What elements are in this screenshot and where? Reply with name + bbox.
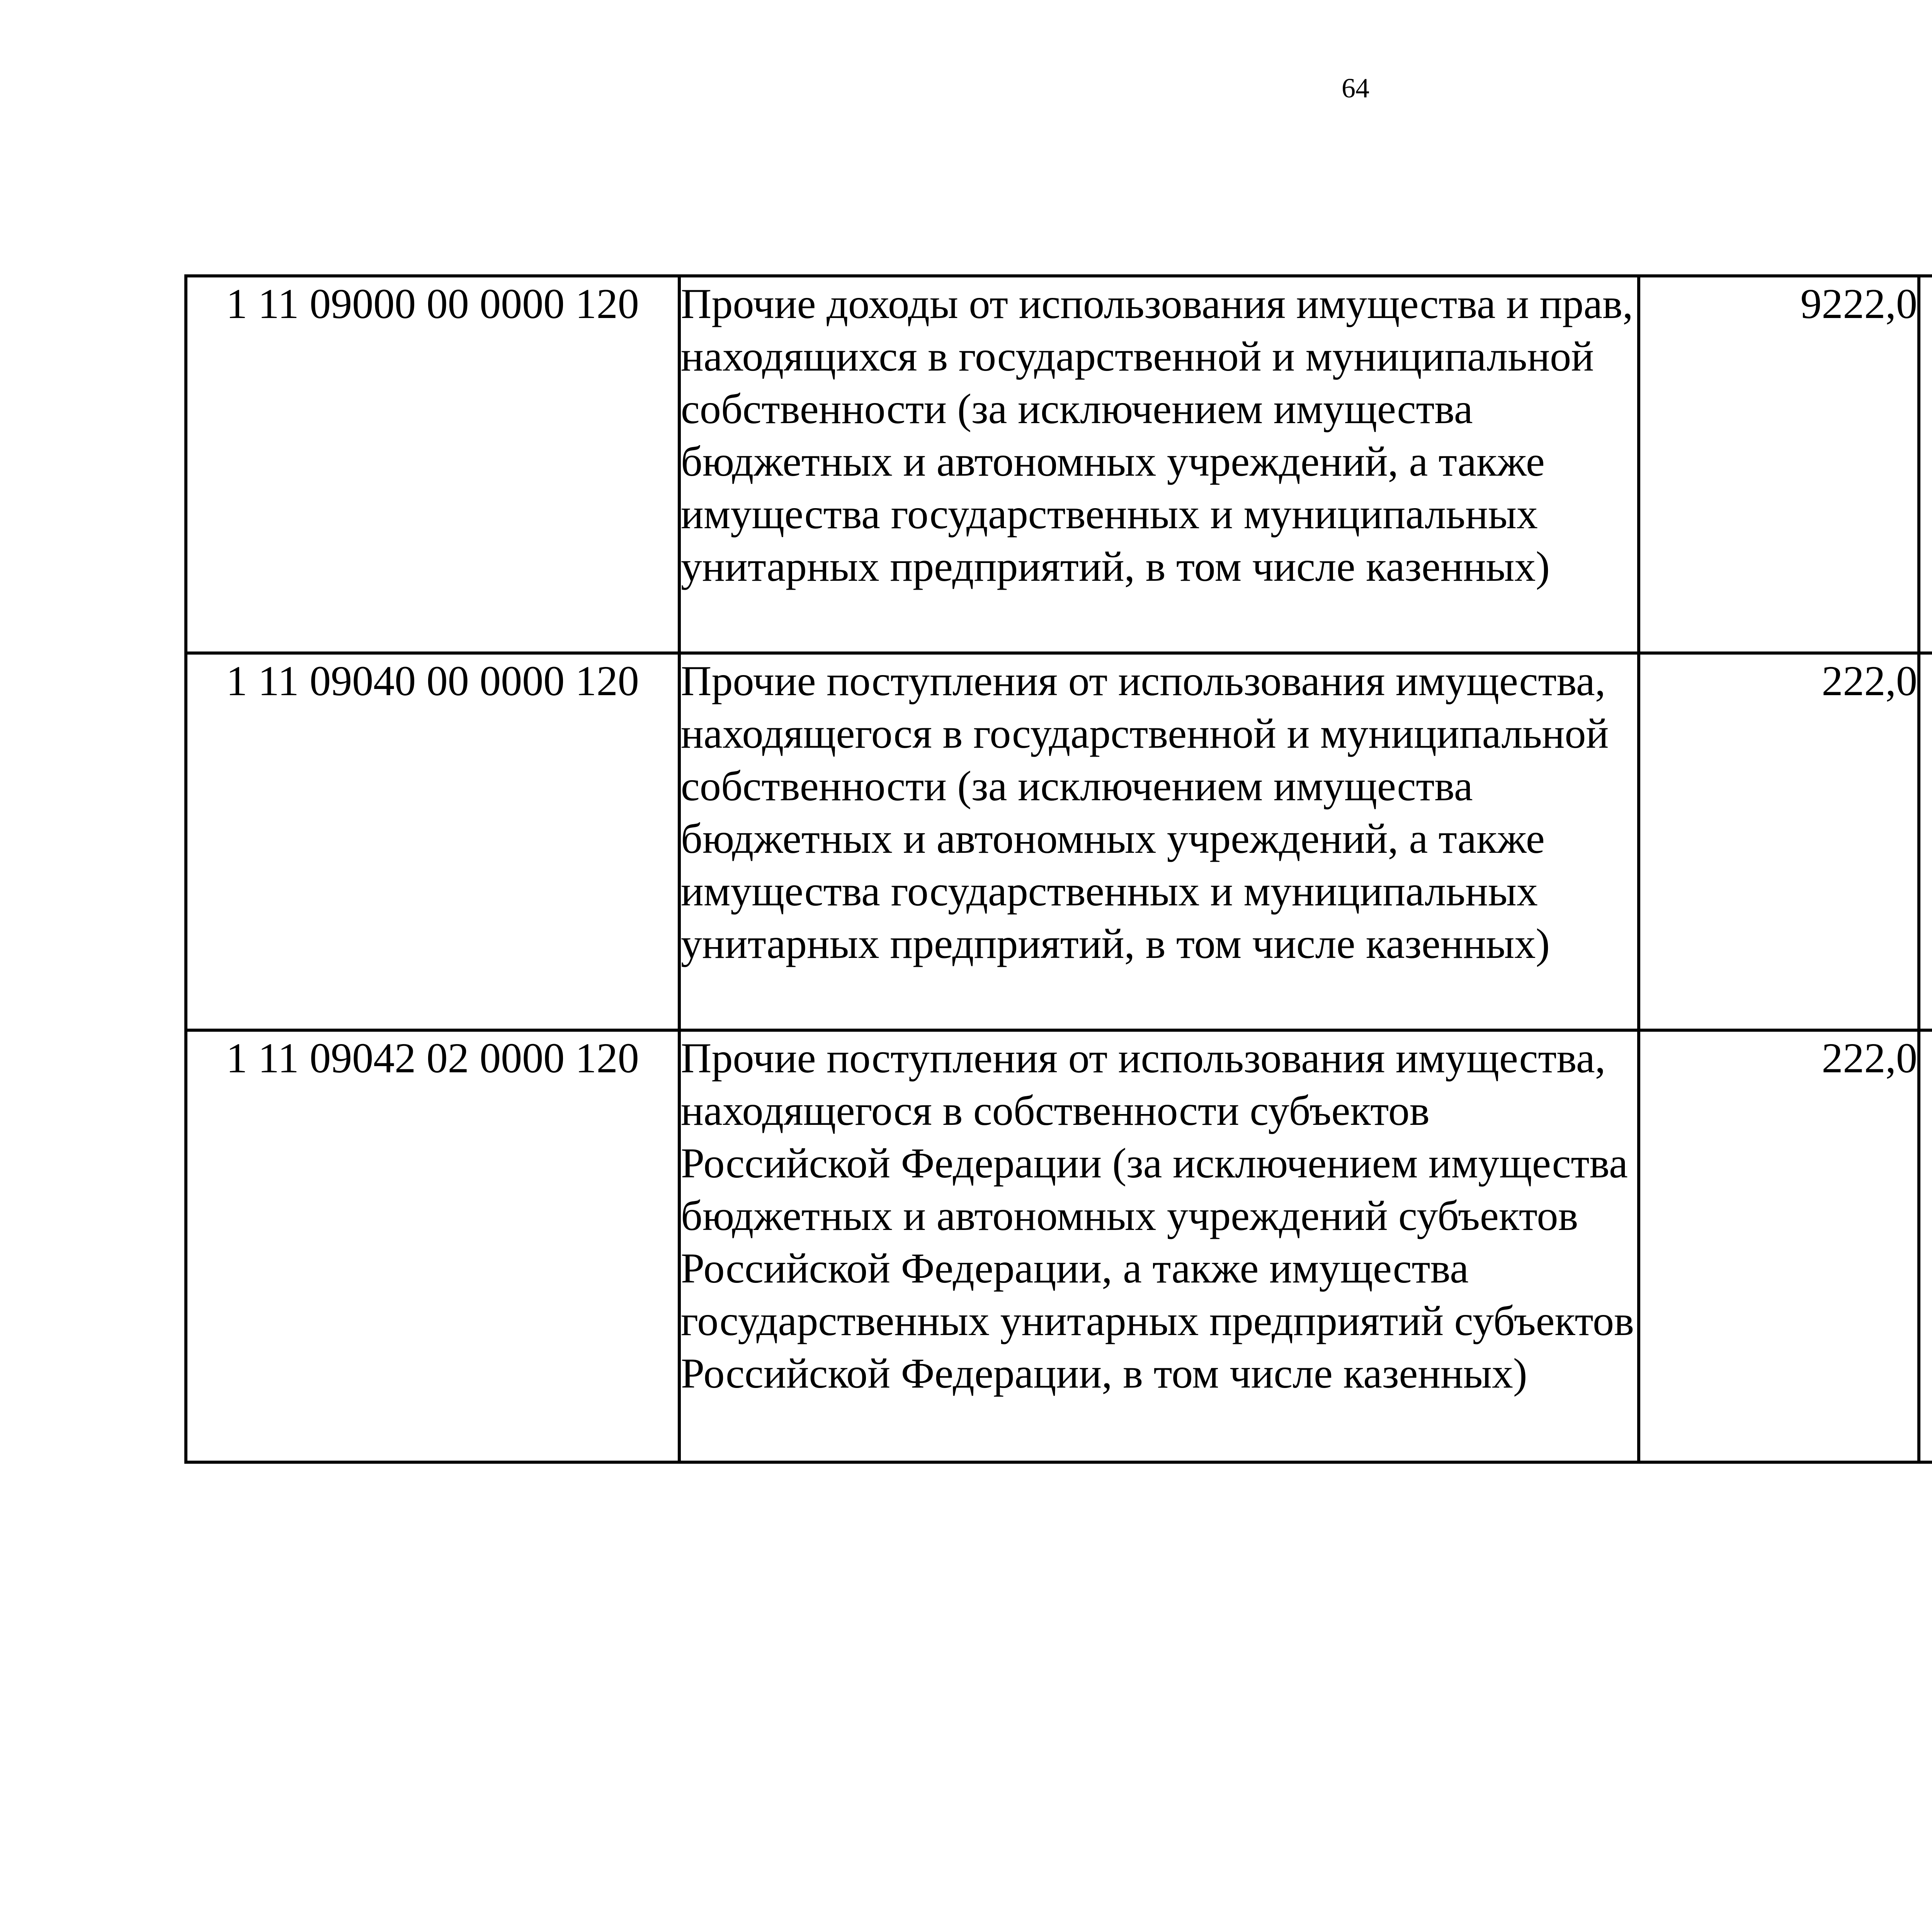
table-row xyxy=(186,653,1932,1030)
budget-code: 1 11 09042 02 0000 120 xyxy=(186,1030,679,1462)
budget-code: 1 11 09000 00 0000 120 xyxy=(186,276,679,653)
amount-year-2 xyxy=(1919,276,1932,653)
table-row xyxy=(186,1030,1932,1462)
revenue-description: Прочие поступления от использования имущества, находящегося в собственности субъектов Российской Федерации (за исключением имущества бюджетных и автономных учреждений субъектов Российской Федерации, а также имущества государственных унитарных предприятий субъектов Российской Федерации, в том числе казенных) xyxy=(679,1030,1639,1462)
budget-code: 1 11 09040 00 0000 120 xyxy=(186,653,679,1030)
amount-year-1: 9222,0 xyxy=(1639,276,1919,653)
revenue-description: Прочие поступления от использования имущества, находящегося в государственной и муниципальной собственности (за исключением имущества бюджетных и автономных учреждений, а также имущества государственных и муниципальных унитарных предприятий, в том числе казенных) xyxy=(679,653,1639,1030)
amount-year-1: 222,0 xyxy=(1639,1030,1919,1462)
amount-year-1: 222,0 xyxy=(1639,653,1919,1030)
budget-revenue-table xyxy=(184,274,1932,1464)
revenue-description: Прочие доходы от использования имущества и прав, находящихся в государственной и муниципальной собственности (за исключением имущества бюджетных и автономных учреждений, а также имущества государственных и муниципальных унитарных предприятий, в том числе казенных) xyxy=(679,276,1639,653)
amount-year-2 xyxy=(1919,653,1932,1030)
amount-year-2 xyxy=(1919,1030,1932,1462)
table-row xyxy=(186,276,1932,653)
page-number: 64 xyxy=(1342,73,1369,104)
